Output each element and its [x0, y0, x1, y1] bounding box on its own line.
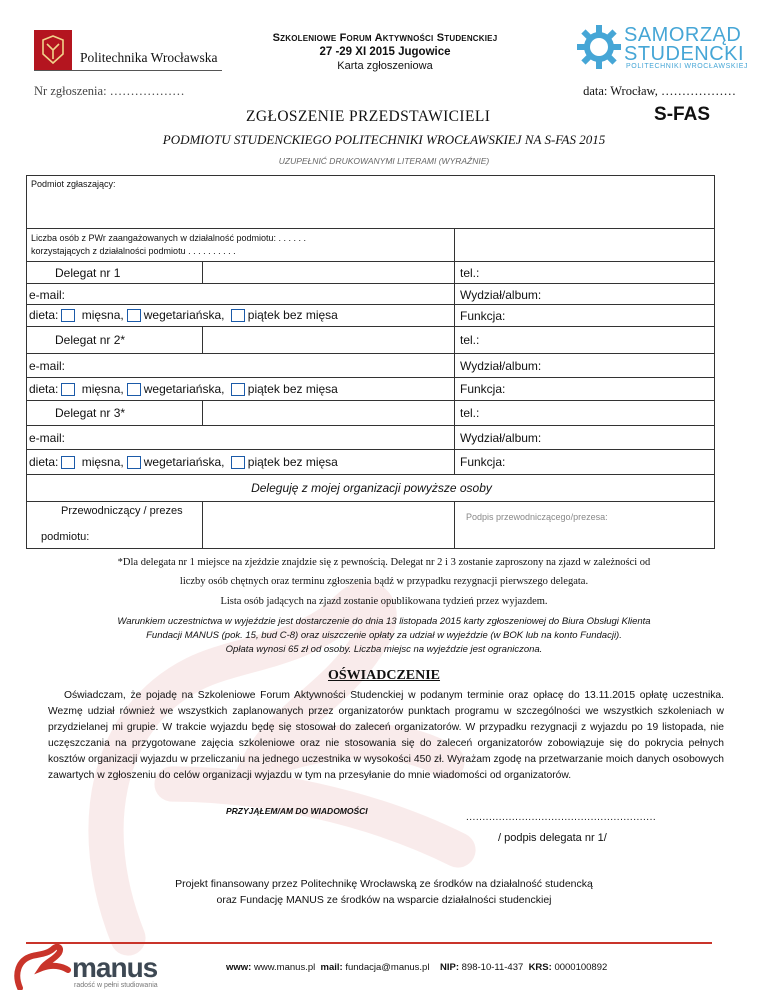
delegate-2-name-field[interactable] — [202, 326, 455, 354]
przewodniczacy-label: Przewodniczący / prezes — [61, 505, 183, 517]
podmiot-label: Podmiot zgłaszający: — [31, 179, 116, 189]
project-funding — [0, 876, 768, 908]
delegate-3-wydzial-field[interactable] — [454, 425, 715, 450]
delegate-2-email-label: e-mail: — [29, 359, 66, 373]
nr-zgloszenia: Nr zgłoszenia: ……………… — [34, 84, 185, 98]
diet-friday-label: piątek bez mięsa — [247, 308, 338, 322]
liczba-line1: Liczba osób z PWr zaangażowanych w działalność podmiotu: . . . . . . — [31, 233, 306, 243]
diet-meat-label: mięsna, — [81, 382, 124, 396]
delegate-1-email-label: e-mail: — [29, 288, 66, 302]
diet-veg-checkbox[interactable] — [127, 383, 141, 396]
delegate-3-funkcja-field[interactable] — [454, 449, 715, 475]
doc-title-sfas: S-FAS — [654, 104, 710, 125]
diet-meat-checkbox[interactable] — [61, 456, 75, 469]
przewodniczacy-label-2: podmiotu: — [41, 531, 90, 543]
diet-veg-label: wegetariańska, — [143, 455, 225, 469]
delegate-1-title: Delegat nr 1 — [55, 266, 121, 280]
delegate-1-wydzial-label: Wydział/album: — [460, 288, 542, 302]
diet-meat-checkbox[interactable] — [61, 383, 75, 396]
diet-label: dieta: — [29, 455, 59, 469]
delegate-3-email-label: e-mail: — [29, 431, 66, 445]
podmiot-field[interactable] — [26, 175, 715, 229]
event-dates: 27 -29 XI 2015 Jugowice — [319, 46, 451, 58]
delegate-1-name-field[interactable] — [202, 261, 455, 284]
przewodniczacy-name-field[interactable] — [202, 501, 455, 549]
samorzad-sub: POLITECHNIKI WROCŁAWSKIEJ — [626, 63, 749, 70]
project-line-1: Projekt finansowany przez Politechnikę Wrocławską ze środków na działalność studencką — [175, 878, 593, 890]
delegate-3-name-field[interactable] — [202, 400, 455, 426]
delegate-3-tel-field[interactable] — [454, 400, 715, 426]
deleguje-row — [26, 474, 715, 502]
diet-meat-checkbox[interactable] — [61, 309, 75, 322]
diet-veg-label: wegetariańska, — [143, 308, 225, 322]
nip-value: 898-10-11-437 — [461, 962, 524, 973]
delegate-1-tel-label: tel.: — [460, 266, 480, 280]
krs-label: KRS: — [528, 962, 552, 973]
delegate-2-tel-field[interactable] — [454, 326, 715, 354]
diet-friday-label: piątek bez mięsa — [247, 382, 338, 396]
diet-friday-checkbox[interactable] — [231, 456, 245, 469]
diet-friday-checkbox[interactable] — [231, 309, 245, 322]
delegate-2-title: Delegat nr 2* — [55, 333, 126, 347]
delegate-1-diet-row — [26, 304, 455, 327]
project-line-2: oraz Fundację MANUS ze środków na wsparcie działalności studenckiej — [216, 894, 552, 906]
samorzad-logo-text — [624, 26, 744, 64]
diet-meat-label: mięsna, — [81, 455, 124, 469]
delegate-3-title: Delegat nr 3* — [55, 406, 126, 420]
signature-line[interactable]: .......................................................... — [466, 812, 657, 823]
diet-meat-label: mięsna, — [81, 308, 124, 322]
oswiadczenie-body: Oświadczam, że pojadę na Szkoleniowe Forum Aktywności Studenckiej w podanym terminie oraz opłacę do 13.11.2015 opłatę uczestnika. Wezmę udział również we wszystkich zaplanowanych przez organizatorów punktach programu w szczególności we wszystkich szkoleniach w przydzielanej mi grupie. W trakcie wyjazdu będę się stosował do zaleceń organizatorów. W przypadku rezygnacji z wyjazdu po 19 listopada, nie uczęszczania na przygotowane zajęcia szkoleniowe oraz nie stosowania się do zaleceń organizatorów zobowiązuje się do pokrycia pełnych kosztów organizacji wyjazdu w przeliczaniu na jednego uczestnika w wysokości 450 zł. Wyrażam zgodę na przetwarzanie moich danych osobowych zawartych w zgłoszeniu do celów organizacji wyjazdu w tym na przesyłanie do mnie wiadomości od organizatorów. — [48, 690, 724, 781]
delegate-2-tel-label: tel.: — [460, 333, 480, 347]
delegate-1-email-field[interactable] — [26, 283, 455, 305]
pwr-logo — [34, 30, 72, 70]
manus-logo-text: manus — [72, 952, 158, 983]
fill-instruction: UZUPEŁNIĆ DRUKOWANYMI LITERAMI (WYRAŹNIE) — [278, 156, 490, 166]
diet-veg-checkbox[interactable] — [127, 309, 141, 322]
footer-divider — [26, 942, 712, 944]
manus-hand-icon — [10, 944, 72, 990]
warning-2: Fundacji MANUS (pok. 15, bud C-8) oraz uiszczenie opłaty za udział w wyjeździe (w BOK lub na konto Fundacji). — [146, 630, 622, 641]
delegate-3-diet-row — [26, 449, 455, 475]
note-3: Lista osób jadących na zjazd zostanie opublikowana tydzień przez wyjazdem. — [220, 596, 548, 607]
doc-subtitle: PODMIOTU STUDENCKIEGO POLITECHNIKI WROCŁAWSKIEJ NA S-FAS 2015 — [162, 132, 606, 147]
liczba-value-field[interactable] — [454, 228, 715, 262]
header-divider — [34, 70, 222, 71]
liczba-line2: korzystających z działalności podmiotu . . . . . . . . . . — [31, 246, 236, 256]
delegate-1-funkcja-label: Funkcja: — [460, 309, 506, 323]
delegate-3-title-cell — [26, 400, 203, 426]
mail-label: mail: — [320, 962, 343, 973]
doc-title: ZGŁOSZENIE PRZEDSTAWICIELI — [246, 108, 491, 125]
event-title: Szkoleniowe Forum Aktywności Studenckiej — [272, 32, 498, 44]
mail-link[interactable]: fundacja@manus.pl — [345, 962, 430, 973]
delegate-3-wydzial-label: Wydział/album: — [460, 431, 542, 445]
www-label: www: — [226, 962, 252, 973]
diet-label: dieta: — [29, 382, 59, 396]
note-1: *Dla delegata nr 1 miejsce na zjeździe znajdzie się z pewnością. Delegat nr 2 i 3 zostanie zaproszony na zjazd w zależności od — [117, 557, 651, 568]
przyjalem-label: PRZYJĄŁEM/AM DO WIADOMOŚCI — [226, 806, 368, 816]
note-2: liczby osób chętnych oraz terminu zgłoszenia bądź w przypadku rezygnacji pierwszego delegata. — [179, 576, 589, 587]
samorzad-line1: SAMORZĄD — [624, 24, 742, 46]
www-link[interactable]: www.manus.pl — [253, 962, 316, 973]
oswiadczenie-title: OŚWIADCZENIE — [327, 668, 441, 683]
przewodniczacy-label-cell — [26, 501, 203, 549]
diet-friday-checkbox[interactable] — [231, 383, 245, 396]
diet-friday-label: piątek bez mięsa — [247, 455, 338, 469]
delegate-3-email-field[interactable] — [26, 425, 455, 450]
event-header — [230, 32, 540, 72]
delegate-2-wydzial-field[interactable] — [454, 353, 715, 378]
delegate-2-funkcja-field[interactable] — [454, 377, 715, 401]
przewodniczacy-signature-field[interactable] — [454, 501, 715, 549]
pwr-name: Politechnika Wrocławska — [80, 50, 218, 65]
samorzad-line2: STUDENCKI — [624, 43, 745, 65]
delegate-1-wydzial-field[interactable] — [454, 283, 715, 305]
nip-label: NIP: — [440, 962, 460, 973]
gear-icon — [574, 22, 624, 72]
podpis-przew-label: Podpis przewodniczącego/prezesa: — [466, 512, 608, 522]
warning-3: Opłata wynosi 65 zł od osoby. Liczba miejsc na wyjeździe jest ograniczona. — [225, 644, 543, 655]
deleguje-text: Deleguję z mojej organizacji powyższe osoby — [251, 481, 492, 495]
application-form — [26, 175, 715, 555]
delegate-3-tel-label: tel.: — [460, 406, 480, 420]
warning-1: Warunkiem uczestnictwa w wyjeździe jest dostarczenie do dnia 13 listopada 2015 karty zgłoszeniowej do Biura Obsługi Klienta — [117, 616, 651, 627]
delegate-3-funkcja-label: Funkcja: — [460, 455, 506, 469]
footer-contact — [226, 962, 607, 973]
delegate-1-tel-field[interactable] — [454, 261, 715, 284]
krs-value: 0000100892 — [554, 962, 608, 973]
delegate-1-title-cell — [26, 261, 203, 284]
diet-label: dieta: — [29, 308, 59, 322]
card-label: Karta zgłoszeniowa — [337, 60, 433, 72]
delegate-2-email-field[interactable] — [26, 353, 455, 378]
delegate-2-wydzial-label: Wydział/album: — [460, 359, 542, 373]
date-field: data: Wrocław, ……………… — [583, 84, 736, 98]
delegate-2-funkcja-label: Funkcja: — [460, 382, 506, 396]
manus-tagline: radość w pełni studiowania — [74, 982, 158, 989]
diet-veg-checkbox[interactable] — [127, 456, 141, 469]
liczba-field[interactable] — [26, 228, 455, 262]
signature-label: / podpis delegata nr 1/ — [498, 832, 607, 844]
diet-veg-label: wegetariańska, — [143, 382, 225, 396]
delegate-2-title-cell — [26, 326, 203, 354]
delegate-1-funkcja-field[interactable] — [454, 304, 715, 327]
delegate-2-diet-row — [26, 377, 455, 401]
